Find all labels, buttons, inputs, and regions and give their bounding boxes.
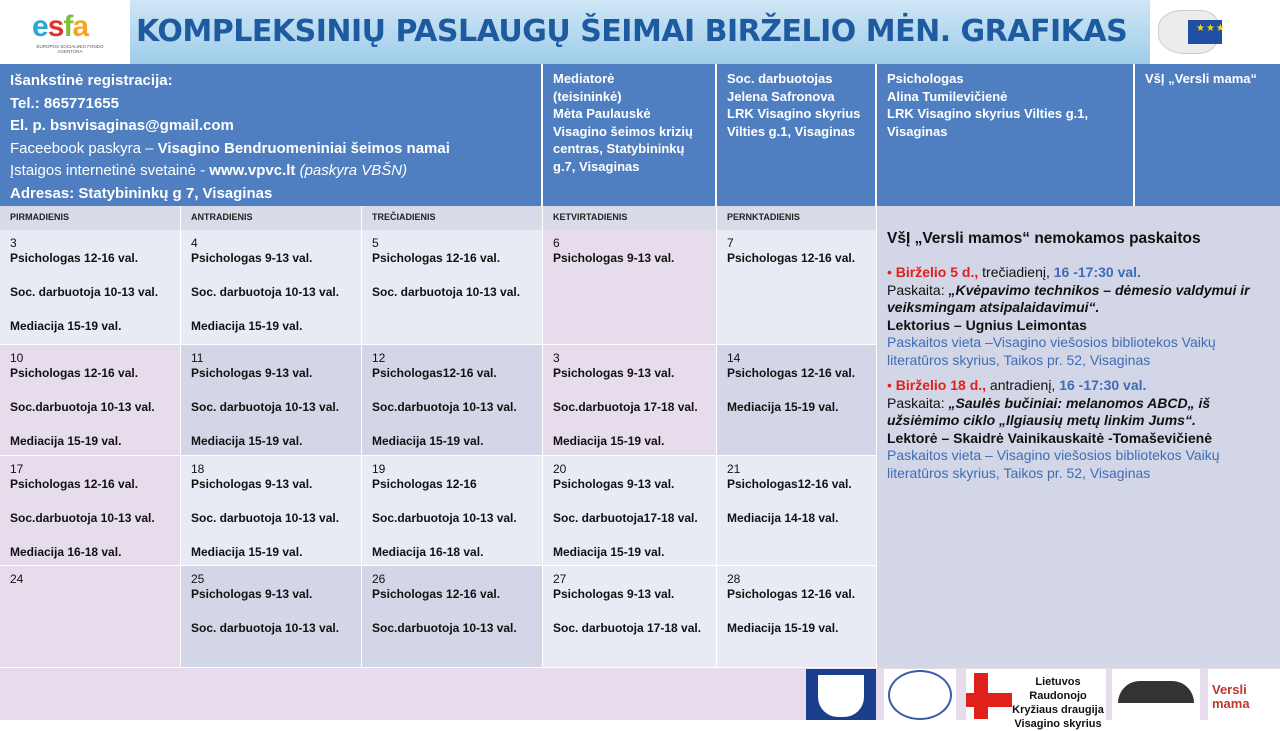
day-cell (181, 345, 362, 456)
spacer (553, 416, 706, 433)
service-entry: Mediacija 15-19 val. (372, 434, 484, 448)
spacer (191, 267, 351, 284)
day-number: 12 (372, 351, 386, 365)
service-entry: Mediacija 15-19 val. (553, 434, 665, 448)
eu-funding-logo (1150, 0, 1280, 64)
social-worker-info (717, 64, 877, 206)
esfa-logo-subtitle: EUROPOS SOCIALINIO FONDO AGENTŪRA (36, 44, 104, 54)
service-entry: Psichologas 9-13 val. (553, 587, 675, 601)
day-cell (717, 345, 877, 456)
service-entry: Mediacija 14-18 val. (727, 511, 839, 525)
phone-number: Tel.: 865771655 (10, 94, 119, 112)
address: Adresas: Statybininkų g 7, Visaginas (10, 184, 273, 202)
red-cross-logo (966, 669, 1106, 730)
day-number: 3 (10, 236, 17, 250)
spacer (191, 493, 351, 510)
service-entry: Mediacija 16-18 val. (10, 545, 122, 559)
psychologist-info (877, 64, 1135, 206)
title-bar (130, 0, 1150, 64)
registration-label: Išankstinė registracija: (10, 72, 173, 89)
day-cell (362, 566, 543, 668)
event-weekday: trečiadienį, (978, 264, 1054, 280)
contact-info-row (0, 64, 1280, 206)
spacer (10, 416, 170, 433)
spacer (191, 382, 351, 399)
service-entry: Mediacija 15-19 val. (191, 434, 303, 448)
service-entry: Soc.darbuotoja 10-13 val. (372, 511, 517, 525)
day-number: 24 (10, 572, 24, 586)
spacer (191, 301, 351, 318)
day-cell (543, 456, 717, 566)
psychologist-line: Psichologas (887, 71, 964, 86)
day-cell (0, 456, 181, 566)
day-cell (717, 456, 877, 566)
service-entry: Soc. darbuotoja 10-13 val. (372, 285, 521, 299)
service-entry: Psichologas 9-13 val. (553, 366, 675, 380)
event-time: 16 -17:30 val. (1053, 264, 1141, 280)
service-entry: Soc.darbuotoja 17-18 val. (553, 400, 698, 414)
spacer (372, 527, 532, 544)
day-header-friday: PERNKTADIENIS (717, 206, 877, 230)
esfa-logo-text: esfa (32, 10, 89, 43)
spacer (727, 603, 866, 620)
day-number: 21 (727, 462, 741, 476)
lectures-panel (877, 206, 1280, 668)
service-entry: Mediacija 15-19 val. (10, 319, 122, 333)
spacer (553, 527, 706, 544)
day-cell (181, 230, 362, 345)
day-number: 10 (10, 351, 24, 365)
day-cell (717, 566, 877, 668)
spacer (372, 493, 532, 510)
spacer (191, 527, 351, 544)
mediator-line: Mediatorė (553, 71, 615, 86)
visaginas-crest-logo (806, 669, 876, 720)
service-entry: Psichologas 9-13 val. (191, 587, 313, 601)
service-entry: Mediacija 15-19 val. (191, 319, 303, 333)
lectures-panel-title: VšĮ „Versli mamos“ nemokamos paskaitos (887, 230, 1201, 247)
lecture-title: „Kvėpavimo technikos – dėmesio valdymui ir veiksmingam atsipalaidavimui“. (887, 281, 1250, 315)
mediator-line: (teisininkė) (553, 88, 622, 104)
spacer (10, 493, 170, 510)
service-entry: Soc.darbuotoja 10-13 val. (10, 400, 155, 414)
day-cell (181, 566, 362, 668)
day-cell (543, 230, 717, 345)
service-entry: Soc. darbuotoja 10-13 val. (191, 285, 340, 299)
service-entry: Psichologas 12-16 val. (10, 366, 139, 380)
umbrella-icon (1118, 681, 1194, 703)
day-number: 11 (191, 351, 204, 365)
spacer (372, 267, 532, 284)
service-entry: Psichologas 12-16 val. (372, 587, 501, 601)
spacer (553, 603, 706, 620)
day-cell (717, 230, 877, 345)
org-info (1135, 64, 1280, 206)
versli-mama-logo (1208, 669, 1280, 720)
spacer (372, 382, 532, 399)
page-title: KOMPLEKSINIŲ PASLAUGŲ ŠEIMAI BIRŽELIO MĖN. GRAFIKAS (136, 14, 1128, 49)
spacer (191, 603, 351, 620)
service-entry: Psichologas 12-16 val. (727, 587, 856, 601)
lecture-location: Paskaitos vieta –Visagino viešosios bibliotekos Vaikų literatūros skyrius, Taikos pr. 52, Visaginas (887, 334, 1216, 368)
lecture-event (887, 264, 1270, 369)
day-cell (0, 566, 181, 668)
service-entry: Mediacija 15-19 val. (727, 621, 839, 635)
service-entry: Psichologas 12-16 val. (727, 251, 856, 265)
day-number: 28 (727, 572, 741, 586)
service-entry: Psichologas 9-13 val. (553, 251, 675, 265)
event-time: 16 -17:30 val. (1059, 377, 1147, 393)
umbrella-logo (1112, 669, 1200, 720)
day-cell (0, 345, 181, 456)
day-number: 17 (10, 462, 24, 476)
service-entry: Psichologas 12-16 val. (10, 477, 139, 491)
event-weekday: antradienį, (986, 377, 1060, 393)
lecturer: Lektorė – Skaidrė Vainikauskaitė -Tomaševičienė (887, 429, 1213, 446)
mediator-line: Mėta Paulauskė (553, 106, 651, 121)
service-entry: Mediacija 16-18 val. (372, 545, 484, 559)
day-cell (362, 456, 543, 566)
service-entry: Soc.darbuotoja 10-13 val. (372, 621, 517, 635)
mediator-line: Visagino šeimos krizių centras, Statybininkų g.7, Visaginas (553, 123, 693, 174)
day-number: 7 (727, 236, 734, 250)
service-entry: Soc. darbuotoja 10-13 val. (191, 511, 340, 525)
service-entry: Psichologas 9-13 val. (191, 251, 313, 265)
service-entry: Soc.darbuotoja 10-13 val. (10, 511, 155, 525)
spacer (10, 382, 170, 399)
service-entry: Psichologas 12-16 val. (727, 366, 856, 380)
social-worker-line: Jelena Safronova (727, 88, 835, 104)
service-entry: Psichologas 12-16 val. (372, 251, 501, 265)
social-worker-line: Soc. darbuotojas (727, 71, 833, 86)
website-link[interactable]: www.vpvc.lt (209, 162, 296, 179)
service-entry: Psichologas 12-16 val. (10, 251, 139, 265)
spacer (10, 301, 170, 318)
day-cell (0, 230, 181, 345)
lecture-title: „Saulės bučiniai: melanomos ABCD„ iš užsiėmimo ciklo „Ilgiausių metų linkim Jums“. (887, 394, 1211, 428)
event-date: Birželio 5 d., (895, 264, 979, 280)
service-entry: Soc. darbuotoja 17-18 val. (553, 621, 702, 635)
service-entry: Soc. darbuotoja 10-13 val. (10, 285, 159, 299)
service-entry: Soc. darbuotoja 10-13 val. (191, 621, 340, 635)
service-entry: Soc. darbuotoja 10-13 val. (191, 400, 340, 414)
service-entry: Psichologas 12-16 (372, 477, 477, 491)
day-number: 19 (372, 462, 386, 476)
day-number: 27 (553, 572, 567, 586)
facebook-page-name: Visagino Bendruomeniniai šeimos namai (157, 139, 450, 157)
service-entry: Soc.darbuotoja 10-13 val. (372, 400, 517, 414)
spacer (727, 493, 866, 510)
service-entry: Psichologas 9-13 val. (553, 477, 675, 491)
service-entry: Psichologas 9-13 val. (191, 366, 313, 380)
top-band (0, 0, 1280, 64)
spacer (191, 416, 351, 433)
event-date: Birželio 18 d., (895, 377, 987, 393)
day-number: 20 (553, 462, 567, 476)
social-worker-line: LRK Visagino skyrius Vilties g.1, Visaginas (727, 106, 861, 139)
day-number: 6 (553, 236, 560, 250)
day-cell (543, 566, 717, 668)
lecture-label: Paskaita: (887, 281, 949, 298)
service-entry: Psichologas 9-13 val. (191, 477, 313, 491)
round-seal-logo (884, 669, 956, 720)
day-number: 14 (727, 351, 741, 365)
day-cell (362, 230, 543, 345)
red-cross-icon (974, 673, 988, 719)
day-number: 3 (553, 351, 560, 365)
psychologist-line: Alina Tumilevičienė (887, 88, 1008, 104)
website-note: (paskyra VBŠN) (295, 162, 408, 179)
esfa-logo (0, 0, 130, 64)
day-header-tuesday: ANTRADIENIS (181, 206, 362, 230)
red-cross-text: Lietuvos Raudonojo Kryžiaus draugija Visagino skyrius (1012, 676, 1104, 730)
versli-mama-logo-text: Versli mama (1212, 682, 1250, 711)
day-number: 26 (372, 572, 386, 586)
facebook-prefix: Faceebook paskyra – (10, 139, 158, 157)
service-entry: Mediacija 15-19 val. (10, 434, 122, 448)
mediator-info (543, 64, 717, 206)
bullet-icon: • (887, 264, 896, 280)
spacer (10, 527, 170, 544)
psychologist-line: LRK Visagino skyrius Vilties g.1, Visaginas (887, 106, 1089, 139)
service-entry: Psichologas12-16 val. (727, 477, 852, 491)
lecture-location: Paskaitos vieta – Visagino viešosios bibliotekos Vaikų literatūros skyrius, Taikos pr. 52, Visaginas (887, 447, 1220, 481)
day-cell (181, 456, 362, 566)
day-header-monday: PIRMADIENIS (0, 206, 181, 230)
email-address: El. p. bsnvisaginas@gmail.com (10, 117, 234, 134)
lecture-label: Paskaita: (887, 394, 949, 411)
day-number: 4 (191, 236, 198, 250)
eu-flag-icon: ★★★ (1188, 20, 1222, 44)
spacer (553, 493, 706, 510)
spacer (553, 382, 706, 399)
service-entry: Soc. darbuotoja17-18 val. (553, 511, 698, 525)
day-number: 18 (191, 462, 205, 476)
service-entry: Psichologas12-16 val. (372, 366, 497, 380)
day-header-wednesday: TREČIADIENIS (362, 206, 543, 230)
spacer (372, 603, 532, 620)
spacer (727, 382, 866, 399)
spacer (10, 267, 170, 284)
seal-ring-icon (888, 670, 952, 720)
service-entry: Mediacija 15-19 val. (191, 545, 303, 559)
spacer (372, 416, 532, 433)
lecturer: Lektorius – Ugnius Leimontas (887, 316, 1087, 333)
org-name: VšĮ „Versli mama“ (1145, 71, 1258, 86)
day-header-thursday: KETVIRTADIENIS (543, 206, 717, 230)
lecture-event (887, 377, 1270, 482)
service-entry: Mediacija 15-19 val. (553, 545, 665, 559)
service-entry: Mediacija 15-19 val. (727, 400, 839, 414)
registration-info (0, 64, 543, 206)
day-cell (543, 345, 717, 456)
day-number: 25 (191, 572, 205, 586)
bullet-icon: • (887, 377, 896, 393)
day-number: 5 (372, 236, 379, 250)
website-prefix: Įstaigos internetinė svetainė - (10, 162, 210, 179)
crest-shield-icon (818, 675, 864, 717)
day-cell (362, 345, 543, 456)
